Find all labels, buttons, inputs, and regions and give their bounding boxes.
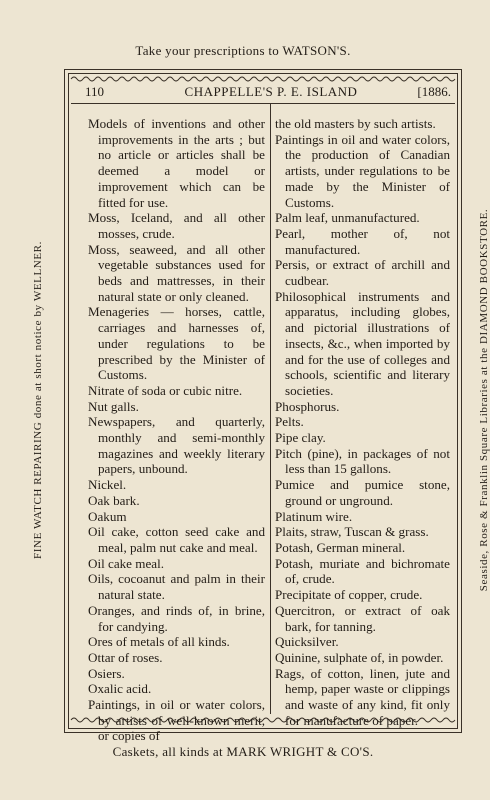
list-item: Pelts.: [275, 414, 304, 430]
running-header: [85, 84, 457, 104]
list-item: Oak bark.: [88, 492, 140, 508]
scallop-border-top: [71, 75, 455, 83]
list-item: Plaits, straw, Tuscan & grass.: [275, 524, 429, 540]
header-year: [1886.: [417, 84, 451, 99]
list-item: Paintings, in oil or water colors, by artists of well-known merit, or copies of: [88, 697, 265, 744]
list-item: Oil cake, cotton seed cake and meal, palm nut cake and meal.: [88, 524, 265, 555]
list-item: Potash, German mineral.: [275, 539, 406, 555]
list-item: Quinine, sulphate of, in powder.: [275, 649, 444, 665]
list-item: Potash, muriate and bichromate of, crude.: [275, 555, 450, 587]
list-item: Precipitate of copper, crude.: [275, 587, 423, 603]
list-item: Quicksilver.: [275, 634, 339, 650]
list-item: Phosphorus.: [275, 398, 340, 414]
list-item: Oil cake meal.: [88, 555, 164, 571]
list-item: Oxalic acid.: [88, 681, 152, 697]
list-item: Ottar of roses.: [88, 649, 163, 665]
list-item: Models of inventions and other improvements in the arts ; but no article or articles shall be deemed a model or improvement which can be fitted for use.: [88, 116, 265, 210]
column-divider: [270, 104, 271, 714]
list-item: Philosophical instruments and apparatus, including globes, and pictorial illustrations of insects, &c., when imported by and for the use of colleges and schools, scientific and literary societies.: [275, 288, 450, 398]
list-item: Nickel.: [88, 477, 127, 493]
list-item: Pearl, mother of, not manufactured.: [275, 225, 450, 257]
right-column: [275, 116, 450, 728]
list-item: Quercitron, or extract of oak bark, for tanning.: [275, 602, 450, 634]
top-advertisement: Take your prescriptions to WATSON'S.: [135, 43, 351, 58]
list-item: Rags, of cotton, linen, jute and hemp, paper waste or clippings and waste of any kind, fit only for manufacture of paper.: [275, 665, 450, 728]
list-item: Pumice and pumice stone, ground or unground.: [275, 477, 450, 508]
list-item: Oranges, and rinds of, in brine, for candying.: [88, 602, 265, 634]
left-side-advertisement: FINE WATCH REPAIRING done at short notice by WELLNER.: [32, 241, 44, 559]
list-item: Nut galls.: [88, 398, 139, 414]
list-item: Oils, cocoanut and palm in their natural state.: [88, 571, 265, 603]
list-item: Newspapers, and quarterly, monthly and semi-monthly magazines and weekly literary papers, unbound.: [88, 414, 265, 477]
list-item: Menageries — horses, cattle, carriages and harnesses of, under regulations to be prescribed by the Minister of Customs.: [88, 304, 265, 383]
header-rule: [71, 103, 455, 104]
list-item: Pipe clay.: [275, 430, 326, 446]
list-item: Nitrate of soda or cubic nitre.: [88, 382, 243, 398]
list-item: Palm leaf, unmanufactured.: [275, 210, 420, 226]
list-item: Osiers.: [88, 665, 125, 681]
bottom-advertisement: Caskets, all kinds at MARK WRIGHT & CO'S.: [112, 744, 374, 759]
left-column: [88, 116, 265, 744]
list-item: Platinum wire.: [275, 508, 353, 524]
list-item: Moss, seaweed, and all other vegetable substances used for beds and mattresses, in their natural state or only cleaned.: [88, 241, 265, 304]
page-number: 110: [85, 84, 105, 99]
running-title: CHAPPELLE'S P. E. ISLAND: [184, 84, 358, 99]
list-item: the old masters by such artists.: [275, 116, 436, 131]
right-side-advertisement: Seaside, Rose & Franklin Square Libraries at the DIAMOND BOOKSTORE.: [478, 208, 490, 592]
list-item: Moss, Iceland, and all other mosses, crude.: [88, 210, 265, 241]
list-item: Ores of metals of all kinds.: [88, 634, 230, 650]
list-item: Oakum: [88, 508, 127, 524]
list-item: Paintings in oil and water colors, the production of Canadian artists, under regulations to be made by the Minister of Customs.: [275, 131, 450, 210]
list-item: Pitch (pine), in packages of not less than 15 gallons.: [275, 445, 450, 477]
list-item: Persis, or extract of archill and cudbear.: [275, 257, 450, 289]
